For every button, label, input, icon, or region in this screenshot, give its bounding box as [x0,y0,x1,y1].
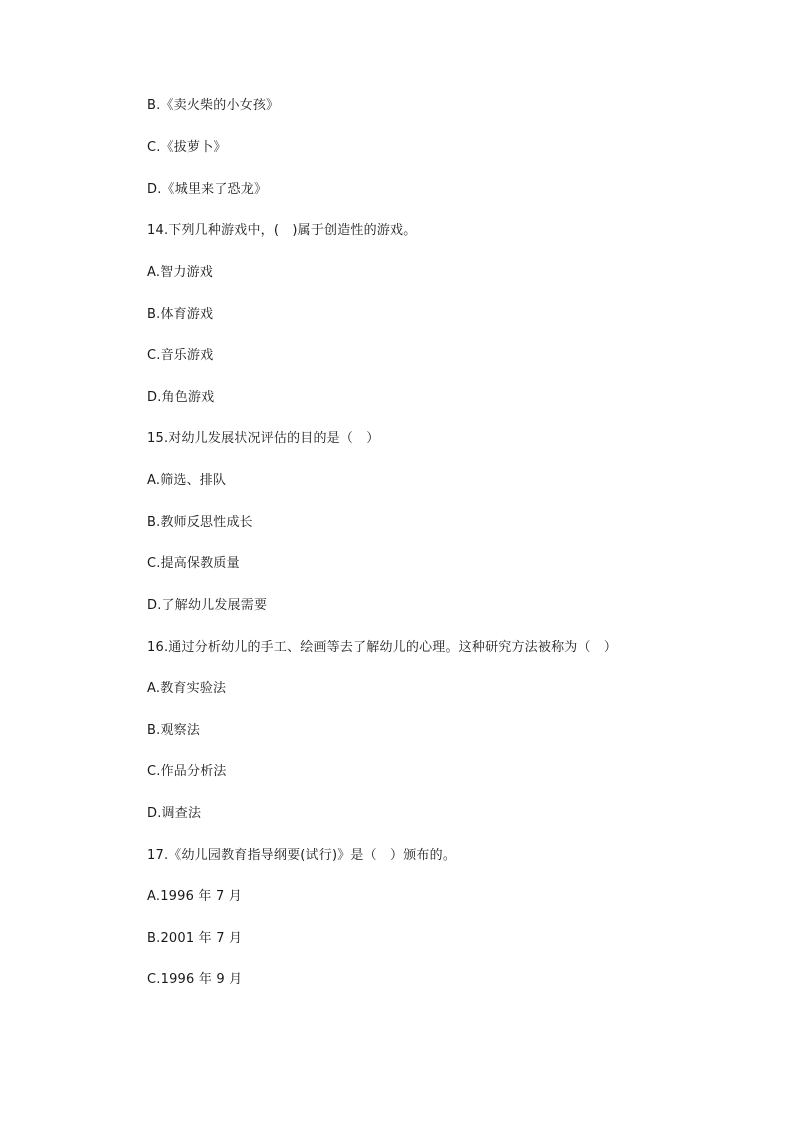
option-15-c: C.提高保教质量 [147,556,240,571]
option-13-b: B.《卖火柴的小女孩》 [147,98,280,113]
option-17-c: C.1996 年 9 月 [147,972,243,987]
question-16: 16.通过分析幼儿的手工、绘画等去了解幼儿的心理。这种研究方法被称为（ ） [147,640,618,655]
option-13-d: D.《城里来了恐龙》 [147,182,268,197]
option-15-d: D.了解幼儿发展需要 [147,598,268,613]
option-14-a: A.智力游戏 [147,265,213,280]
question-17: 17.《幼儿园教育指导纲要(试行)》是（ ）颁布的。 [147,848,457,863]
option-14-d: D.角色游戏 [147,390,215,405]
question-15: 15.对幼儿发展状况评估的目的是（ ） [147,431,380,446]
option-16-a: A.教育实验法 [147,681,227,696]
option-17-a: A.1996 年 7 月 [147,889,242,904]
option-14-b: B.体育游戏 [147,307,214,322]
option-15-a: A.筛选、排队 [147,473,227,488]
option-17-b: B.2001 年 7 月 [147,931,243,946]
question-14: 14.下列几种游戏中，( )属于创造性的游戏。 [147,223,417,238]
option-13-c: C.《拔萝卜》 [147,140,227,155]
option-16-c: C.作品分析法 [147,764,227,779]
option-16-b: B.观察法 [147,723,201,738]
option-14-c: C.音乐游戏 [147,348,214,363]
option-15-b: B.教师反思性成长 [147,515,253,530]
option-16-d: D.调查法 [147,806,202,821]
